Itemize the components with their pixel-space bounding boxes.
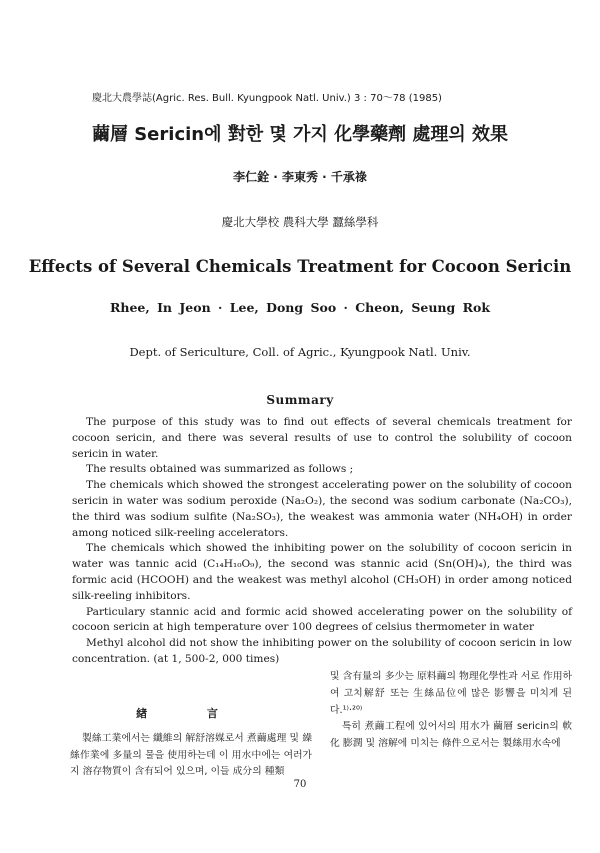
right-column-paragraph-2: 특히 煮繭工程에 있어서의 用水가 繭層 sericin의 軟化 膨潤 및 溶解에 미치는 條件으로서는 製絲用水속에: [330, 721, 572, 750]
summary-paragraph-methyl-alcohol: Methyl alcohol did not show the inhibiting power on the solubility of cocoon sericin in low concentration. (at 1, 500-2, 000 times): [72, 637, 572, 665]
left-column: [70, 706, 312, 781]
right-column: [330, 669, 572, 753]
left-column-paragraph: 製絲工業에서는 纖維의 解舒溶媒로서 煮繭處理 및 繰絲作業에 多量의 물을 使用하는데 이 用水中에는 여러가지 溶存物質이 含有되어 있으며, 이들 成分의 種類: [70, 732, 312, 778]
korean-affiliation: 慶北大學校 農科大學 蠶絲學科: [221, 215, 379, 229]
english-affiliation: Dept. of Sericulture, Coll. of Agric., Kyungpook Natl. Univ.: [129, 345, 471, 359]
summary-paragraph-inhibitors: The chemicals which showed the inhibiting power on the solubility of cocoon sericin in water was tannic acid (C₁₄H₁₀O₉), the second was stannic acid (Sn(OH)₄), the third was formic acid (HCOOH) and the weakest was methyl alcohol (CH₃OH) in order among noticed silk-reeling inhibitors.: [72, 542, 572, 602]
right-column-paragraph-1: 및 含有量의 多少는 原料繭의 物理化學性과 서로 作用하여 고치解舒 또는 生絲品位에 많은 影響을 미치게 된다.¹⁾·²⁰⁾: [330, 671, 572, 716]
summary-paragraph-high-temperature: Particulary stannic acid and formic acid showed accelerating power on the solubility of cocoon sericin at high temperature over 100 degrees of celsius thermometer in water: [72, 605, 572, 634]
summary-body: [72, 415, 572, 668]
journal-reference: 慶北大農學誌(Agric. Res. Bull. Kyungpook Natl. Univ.) 3 : 70～78 (1985): [92, 93, 442, 104]
introduction-heading: 緖 言: [136, 707, 246, 720]
summary-paragraph-purpose: The purpose of this study was to find out effects of several chemicals treatment for cocoon sericin, and there was several results of use to control the solubility of cocoon sericin in water.: [72, 416, 572, 460]
korean-title: 繭層 Sericin에 對한 몇 가지 化學藥劑 處理의 效果: [91, 124, 509, 145]
summary-paragraph-results-intro: The results obtained was summarized as follows ;: [86, 463, 354, 476]
korean-authors: 李仁銓 · 李東秀 · 千承祿: [233, 170, 367, 184]
page-number: 70: [293, 779, 307, 790]
english-title: Effects of Several Chemicals Treatment for Cocoon Sericin: [28, 257, 572, 276]
english-authors: Rhee, In Jeon · Lee, Dong Soo · Cheon, Seung Rok: [110, 300, 490, 315]
summary-heading: Summary: [266, 393, 334, 407]
summary-paragraph-accelerators: The chemicals which showed the strongest accelerating power on the solubility of cocoon sericin in water was sodium peroxide (Na₂O₂), the second was sodium carbonate (Na₂CO₃), the third was sodium sulfite (Na₂SO₃), the weakest was ammonia water (NH₄OH) in order among noticed silk-reeling accelerators.: [72, 479, 572, 539]
